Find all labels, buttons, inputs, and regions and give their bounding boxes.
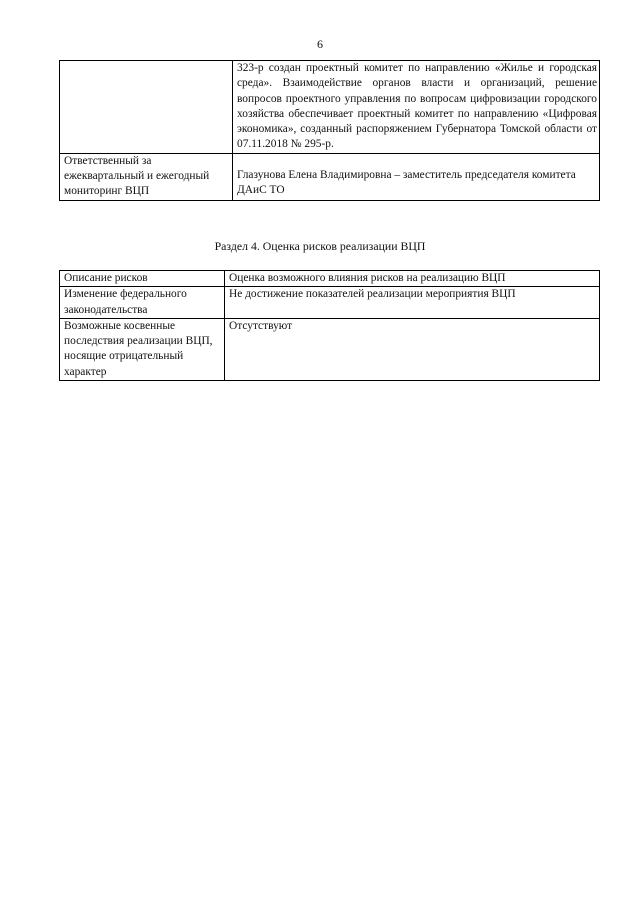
risks-table [59,270,600,381]
responsible-value: Глазунова Елена Владимировна – заместитель председателя комитета ДАиС ТО [233,153,600,200]
column-header-impact: Оценка возможного влияния рисков на реализацию ВЦП [225,271,600,287]
program-info-table [59,60,600,201]
responsible-label: Ответственный за ежеквартальный и ежегодный мониторинг ВЦП [60,153,233,200]
table-row [60,61,600,154]
column-header-risks: Описание рисков [60,271,225,287]
page-number: 6 [317,37,323,51]
empty-label-cell [60,61,233,154]
risk-impact: Не достижение показателей реализации мероприятия ВЦП [225,287,600,319]
committee-info-text: 323-р создан проектный комитет по направлению «Жилье и городская среда». Взаимодействие органов власти и организаций, решение вопросов проектного управления по вопросам цифровизации городского хозяйства обеспечивает проектный комитет по направлению «Цифровая экономика», созданный распоряжением Губернатора Томской области от 07.11.2018 № 295-р. [233,61,600,154]
risk-description: Возможные косвенные последствия реализации ВЦП, носящие отрицательный характер [60,318,225,380]
risk-description: Изменение федерального законодательства [60,287,225,319]
risk-impact: Отсутствуют [225,318,600,380]
table-row [60,287,600,319]
table-header-row [60,271,600,287]
section-heading: Раздел 4. Оценка рисков реализации ВЦП [214,239,426,253]
table-row [60,318,600,380]
table-row [60,153,600,200]
